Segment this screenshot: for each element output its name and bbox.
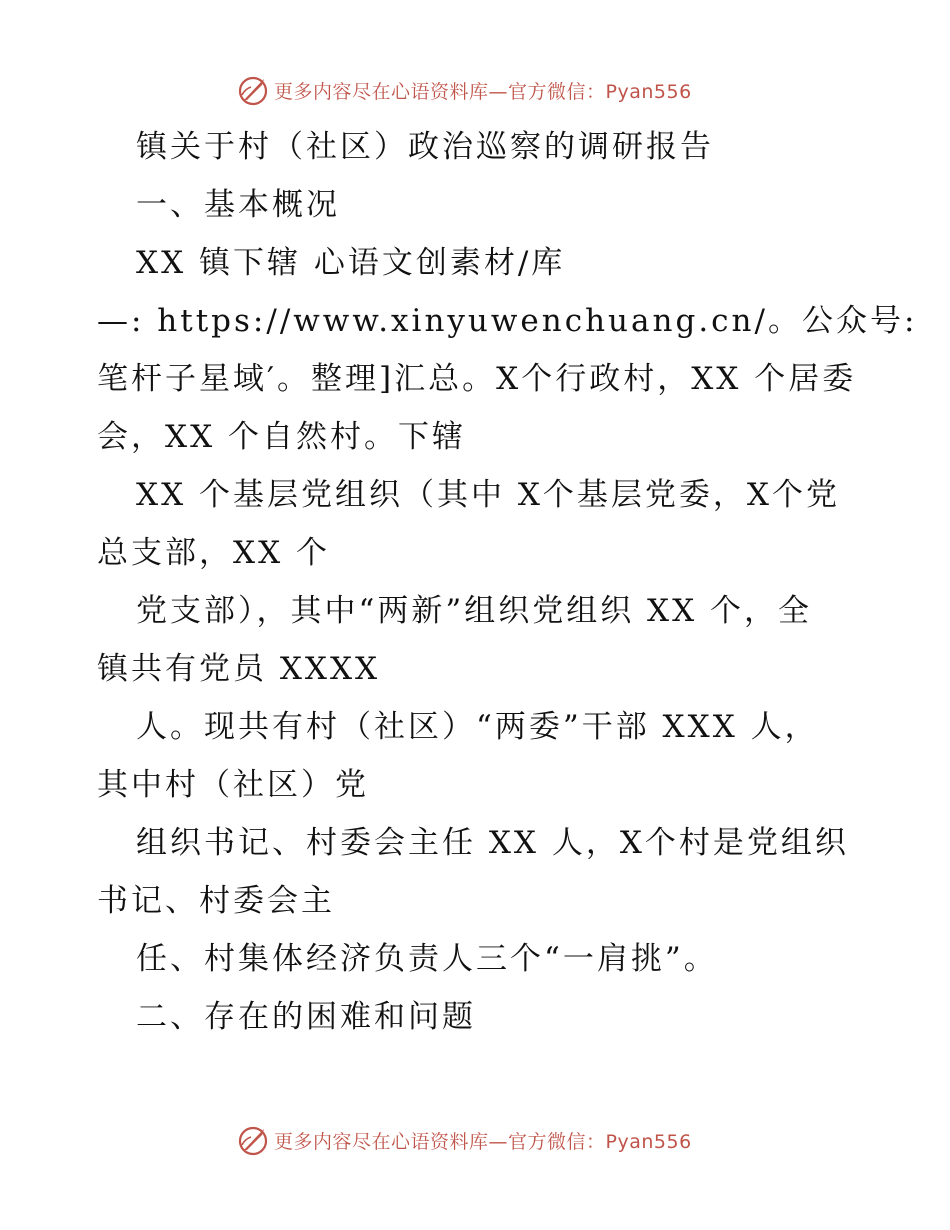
- document-line: XX 镇下辖 心语文创素材/库: [136, 245, 566, 281]
- document-line: XX 个基层党组织（其中 X个基层党委，X个党: [136, 477, 840, 513]
- watermark-text: 更多内容尽在心语资料库—官方微信：Pyan556: [274, 1130, 692, 1153]
- watermark-text: 更多内容尽在心语资料库—官方微信：Pyan556: [274, 80, 692, 103]
- document-line: 组织书记、村委会主任 XX 人，X个村是党组织: [136, 825, 849, 861]
- quill-pen-icon: [236, 73, 270, 107]
- document-body: [97, 118, 918, 1046]
- document-line: 其中村（社区）党: [97, 767, 369, 803]
- document-line: 镇共有党员 XXXX: [97, 651, 381, 687]
- document-line: 书记、村委会主: [97, 883, 335, 919]
- document-line: 党支部），其中“两新”组织党组织 XX 个，全: [136, 593, 813, 629]
- document-line: 二、存在的困难和问题: [136, 999, 476, 1035]
- document-line: 笔杆子星域′。整理]汇总。X个行政村，XX 个居委: [97, 361, 857, 397]
- document-line: 人。现共有村（社区）“两委”干部 XXX 人，: [136, 709, 819, 745]
- watermark-header: [236, 72, 716, 108]
- watermark-footer: [236, 1122, 716, 1158]
- document-line: 任、村集体经济负责人三个“一肩挑”。: [136, 941, 718, 977]
- document-line: 会，XX 个自然村。下辖: [97, 419, 466, 455]
- document-title: 镇关于村（社区）政治巡察的调研报告: [136, 129, 714, 165]
- document-line: 总支部，XX 个: [97, 535, 330, 571]
- document-line: —: https://www.xinyuwenchuang.cn/。公众号:: [97, 303, 918, 339]
- document-line: 一、基本概况: [136, 187, 340, 223]
- quill-pen-icon: [236, 1123, 270, 1157]
